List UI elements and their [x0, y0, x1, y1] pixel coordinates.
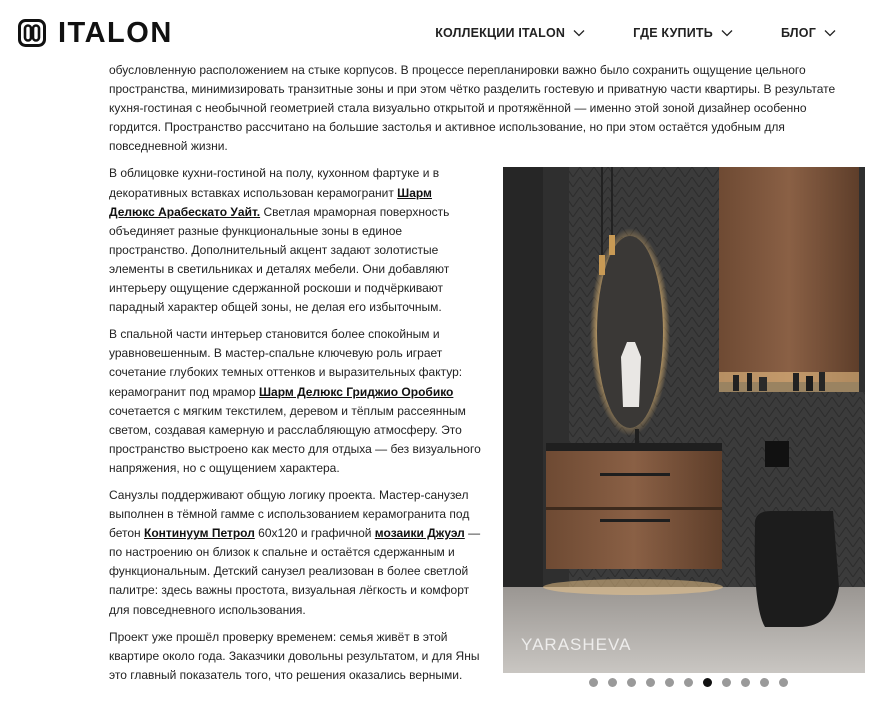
bathroom-photo[interactable] [503, 167, 865, 673]
link-sharm-arabescato[interactable]: Шарм Делюкс Арабескато Уайт. [109, 185, 432, 219]
link-sharm-grigio-orobico[interactable]: Шарм Делюкс Гриджио Оробико [259, 384, 454, 399]
article-paragraph-5: Проект уже прошёл проверку временем: семья живёт в этой квартире около года. Заказчики довольны результатом, и для Яны это главный показатель того, что решения оказались верными. [109, 629, 480, 682]
gallery-dot-8[interactable] [722, 678, 731, 687]
gallery-dot-9[interactable] [741, 678, 750, 687]
link-continuum-petrol[interactable]: Континуум Петрол [144, 526, 255, 541]
gallery-dot-2[interactable] [608, 678, 617, 687]
italon-logo-icon [18, 19, 46, 47]
link-jewel-mosaic[interactable]: мозаики Джуэл [374, 526, 465, 541]
italon-logo[interactable] [18, 19, 173, 47]
gallery-dot-1[interactable] [589, 678, 598, 687]
chevron-down-icon [721, 29, 733, 37]
nav-where-to-buy-label: ГДЕ КУПИТЬ [633, 26, 713, 40]
gallery-dot-10[interactable] [760, 678, 769, 687]
main-nav [387, 25, 836, 41]
nav-blog[interactable] [781, 25, 836, 41]
nav-collections[interactable] [435, 25, 585, 41]
chevron-down-icon [824, 29, 836, 37]
gallery-dot-7[interactable] [703, 678, 712, 687]
gallery-pagination [589, 678, 788, 687]
article-paragraph-3: В спальной части интерьер становится более спокойным и уравновешенным. В мастер-спальне ключевую роль играет сочетание глубоких темных оттенков и выразительных фактур: керамогранит под мрамор Шарм Делюкс Гриджио Оробико сочетается с мягким текстилем, деревом и тёплым рассеянным светом, создавая камерную и расслабляющую атмосферу. Это пространство выстроено как место для отдыха — без визуального напряжения, но с ощущением характера. [109, 327, 481, 475]
nav-collections-label: КОЛЛЕКЦИИ ITALON [435, 26, 566, 40]
bathroom-illustration [503, 167, 865, 673]
article-paragraph-4: Санузлы поддерживают общую логику проекта. Мастер-санузел выполнен в тёмной гамме с использованием керамогранита под бетон Континуум Петрол 60x120 и графичной мозаики Джуэл — по настроению он близок к спальне и остаётся сдержанным и функциональным. Детский санузел реализован в более светлой палитре: здесь важны простота, визуальная лёгкость и комфорт для повседневного использования. [109, 487, 481, 617]
nav-blog-label: БЛОГ [780, 26, 816, 40]
article-paragraph-2: В облицовке кухни-гостиной на полу, кухонном фартуке и в декоративных вставках использован керамогранит Шарм Делюкс Арабескато Уайт. Светлая мраморная поверхность объединяет разные функциональные зоны в единое пространство. Дополнительный акцент задают золотистые элементы в светильниках и деталях мебели. Они добавляют интерьеру ощущение сдержанной роскоши и подчёркивают парадный характер общей зоны, не делая его избыточным. [109, 166, 450, 315]
gallery-dot-6[interactable] [684, 678, 693, 687]
gallery-dot-11[interactable] [779, 678, 788, 687]
gallery-dot-4[interactable] [646, 678, 655, 687]
article-paragraph-1: обусловленную расположением на стыке корпусов. В процессе перепланировки важно было сохранить ощущение цельного пространства, минимизировать транзитные зоны и при этом чётко разделить гостевую и приватную части квартиры. В результате кухня-гостиная с необычной геометрией стала визуально открытой и протяжённой — именно этой зоной дизайнер особенно гордится. Пространство рассчитано на большие застолья и активное использование, но при этом остаётся удобным для повседневной жизни. [109, 63, 836, 154]
brand-name: ITALON [58, 17, 173, 49]
gallery-dot-3[interactable] [627, 678, 636, 687]
chevron-down-icon [573, 29, 585, 37]
site-header [0, 0, 880, 62]
gallery-dot-5[interactable] [665, 678, 674, 687]
photo-watermark: YARASHEVA [521, 635, 632, 654]
nav-where-to-buy[interactable] [633, 25, 733, 41]
